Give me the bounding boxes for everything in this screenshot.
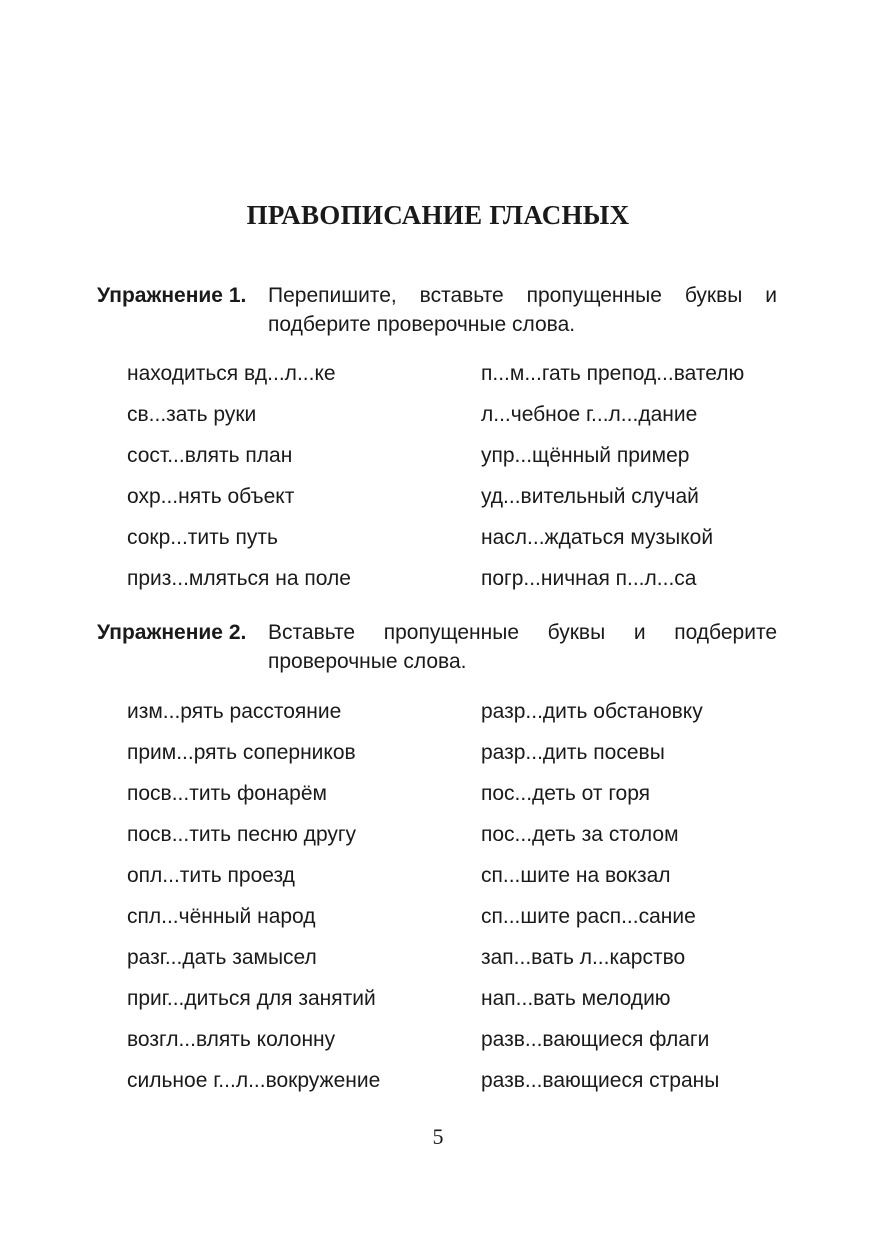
word-left: разг...дать замысел [127,946,317,969]
word-left: приз...мляться на поле [127,567,351,590]
list-item [127,525,827,566]
list-item [127,699,827,740]
word-right: уд...вительный случай [481,485,699,508]
word-left: св...зать руки [127,403,257,426]
word-left: охр...нять объект [127,485,295,508]
word-left: сильное г...л...вокружение [127,1069,381,1092]
list-item [127,945,827,986]
list-item [127,740,827,781]
word-left: сокр...тить путь [127,526,278,549]
exercise-2-label: Упражнение 2. [97,621,247,644]
exercise-2-heading [97,618,777,676]
word-right: пос...деть за столом [481,823,679,846]
list-item [127,904,827,945]
list-item [127,484,827,525]
list-item [127,822,827,863]
list-item [127,443,827,484]
exercise-2-word-list [127,699,827,1109]
list-item [127,1027,827,1068]
exercise-1-label: Упражнение 1. [97,284,247,307]
word-left: прим...рять соперников [127,741,356,764]
word-right: сп...шите расп...сание [481,905,696,928]
word-right: п...м...гать препод...вателю [481,362,745,385]
word-left: приг...диться для занятий [127,987,376,1010]
word-left: посв...тить фонарём [127,782,327,805]
word-right: нап...вать мелодию [481,987,671,1010]
list-item [127,566,827,607]
list-item [127,402,827,443]
list-item [127,986,827,1027]
word-right: пос...деть от горя [481,782,651,805]
exercise-2-instruction: Вставьте пропущенные буквы и подберите проверочные слова. [268,621,777,673]
word-right: л...чебное г...л...дание [481,403,698,426]
word-right: упр...щённый пример [481,444,690,467]
exercise-1-instruction: Перепишите, вставьте пропущенные буквы и подберите проверочные слова. [268,284,777,336]
word-right: разр...дить обстановку [481,700,703,723]
word-right: сп...шите на вокзал [481,864,671,887]
word-right: насл...ждаться музыкой [481,526,714,549]
word-left: опл...тить проезд [127,864,295,887]
word-right: разв...вающиеся страны [481,1069,720,1092]
word-right: разв...вающиеся флаги [481,1028,710,1051]
list-item [127,361,827,402]
page-title: ПРАВОПИСАНИЕ ГЛАСНЫХ [246,200,630,230]
exercise-1-word-list [127,361,827,607]
word-right: разр...дить посевы [481,741,665,764]
word-left: возгл...влять колонну [127,1028,336,1051]
word-left: спл...чённый народ [127,905,316,928]
exercise-1-heading [97,281,777,339]
word-left: сост...влять план [127,444,293,467]
word-left: изм...рять расстояние [127,700,342,723]
word-left: находиться вд...л...ке [127,362,336,385]
page-number: 5 [432,1124,444,1149]
list-item [127,863,827,904]
word-right: зап...вать л...карство [481,946,686,969]
word-left: посв...тить песню другу [127,823,357,846]
word-right: погр...ничная п...л...са [481,567,697,590]
list-item [127,1068,827,1109]
list-item [127,781,827,822]
